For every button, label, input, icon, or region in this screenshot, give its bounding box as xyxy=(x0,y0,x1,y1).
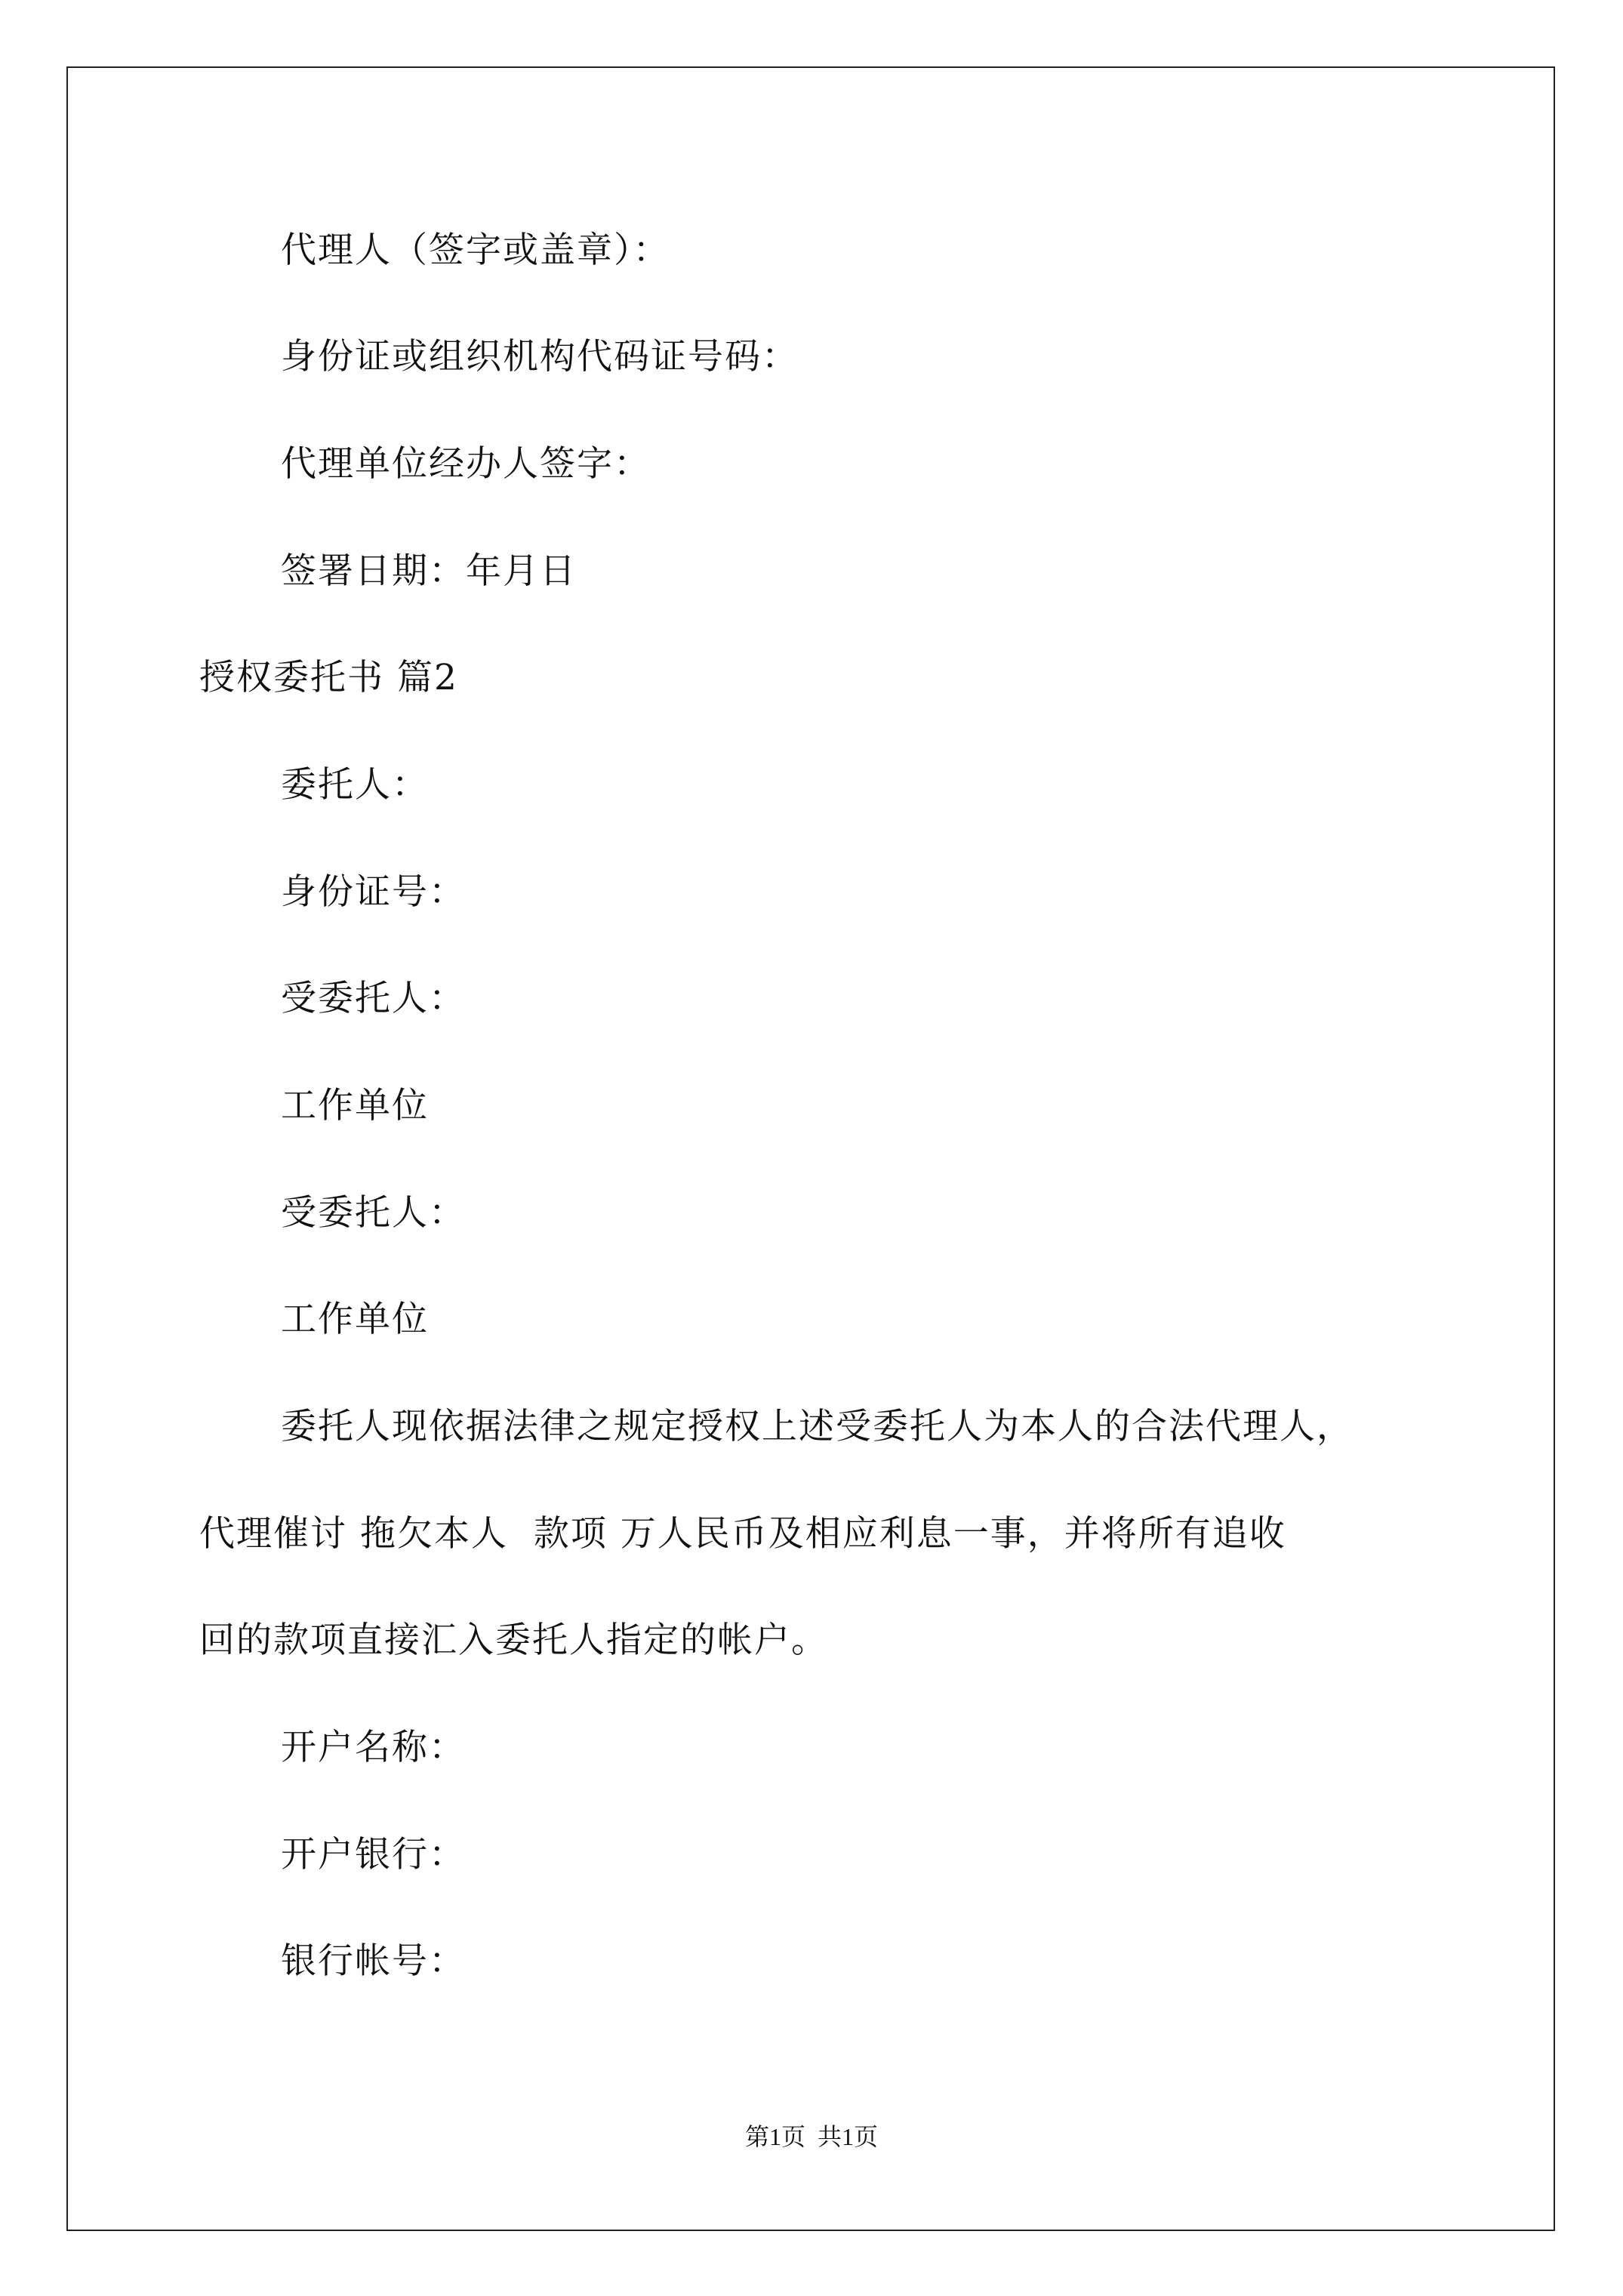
agent-signature-line: 代理人（签字或盖章）： xyxy=(281,230,670,271)
account-name-line: 开户名称： xyxy=(281,1727,466,1768)
handler-signature-line: 代理单位经办人签字： xyxy=(281,443,651,485)
authorization-paragraph-line-3: 回的款项直接汇入委托人指定的帐户。 xyxy=(199,1620,828,1661)
bank-line: 开户银行： xyxy=(281,1834,466,1875)
page-number-footer: 第1页 共1页 xyxy=(744,2123,878,2150)
authorization-paragraph-line-1: 委托人现依据法律之规定授权上述受委托人为本人的合法代理人， xyxy=(281,1406,1354,1447)
bank-account-line: 银行帐号： xyxy=(281,1940,466,1982)
work-unit-line-2: 工作单位 xyxy=(281,1299,429,1340)
work-unit-line-1: 工作单位 xyxy=(281,1085,429,1126)
agent-line-2: 受委托人： xyxy=(281,1192,466,1234)
page-border xyxy=(66,66,1555,2231)
section-heading: 授权委托书 篇2 xyxy=(199,657,458,698)
signing-date-line: 签署日期：年月日 xyxy=(281,550,577,592)
id-number-line: 身份证或组织机构代码证号码： xyxy=(281,336,799,378)
authorization-paragraph-line-2: 代理催讨 拖欠本人 款项 万人民币及相应利息一事，并将所有追收 xyxy=(199,1513,1286,1555)
principal-line: 委托人： xyxy=(281,764,429,806)
agent-line-1: 受委托人： xyxy=(281,978,466,1019)
id-card-line: 身份证号： xyxy=(281,871,466,913)
